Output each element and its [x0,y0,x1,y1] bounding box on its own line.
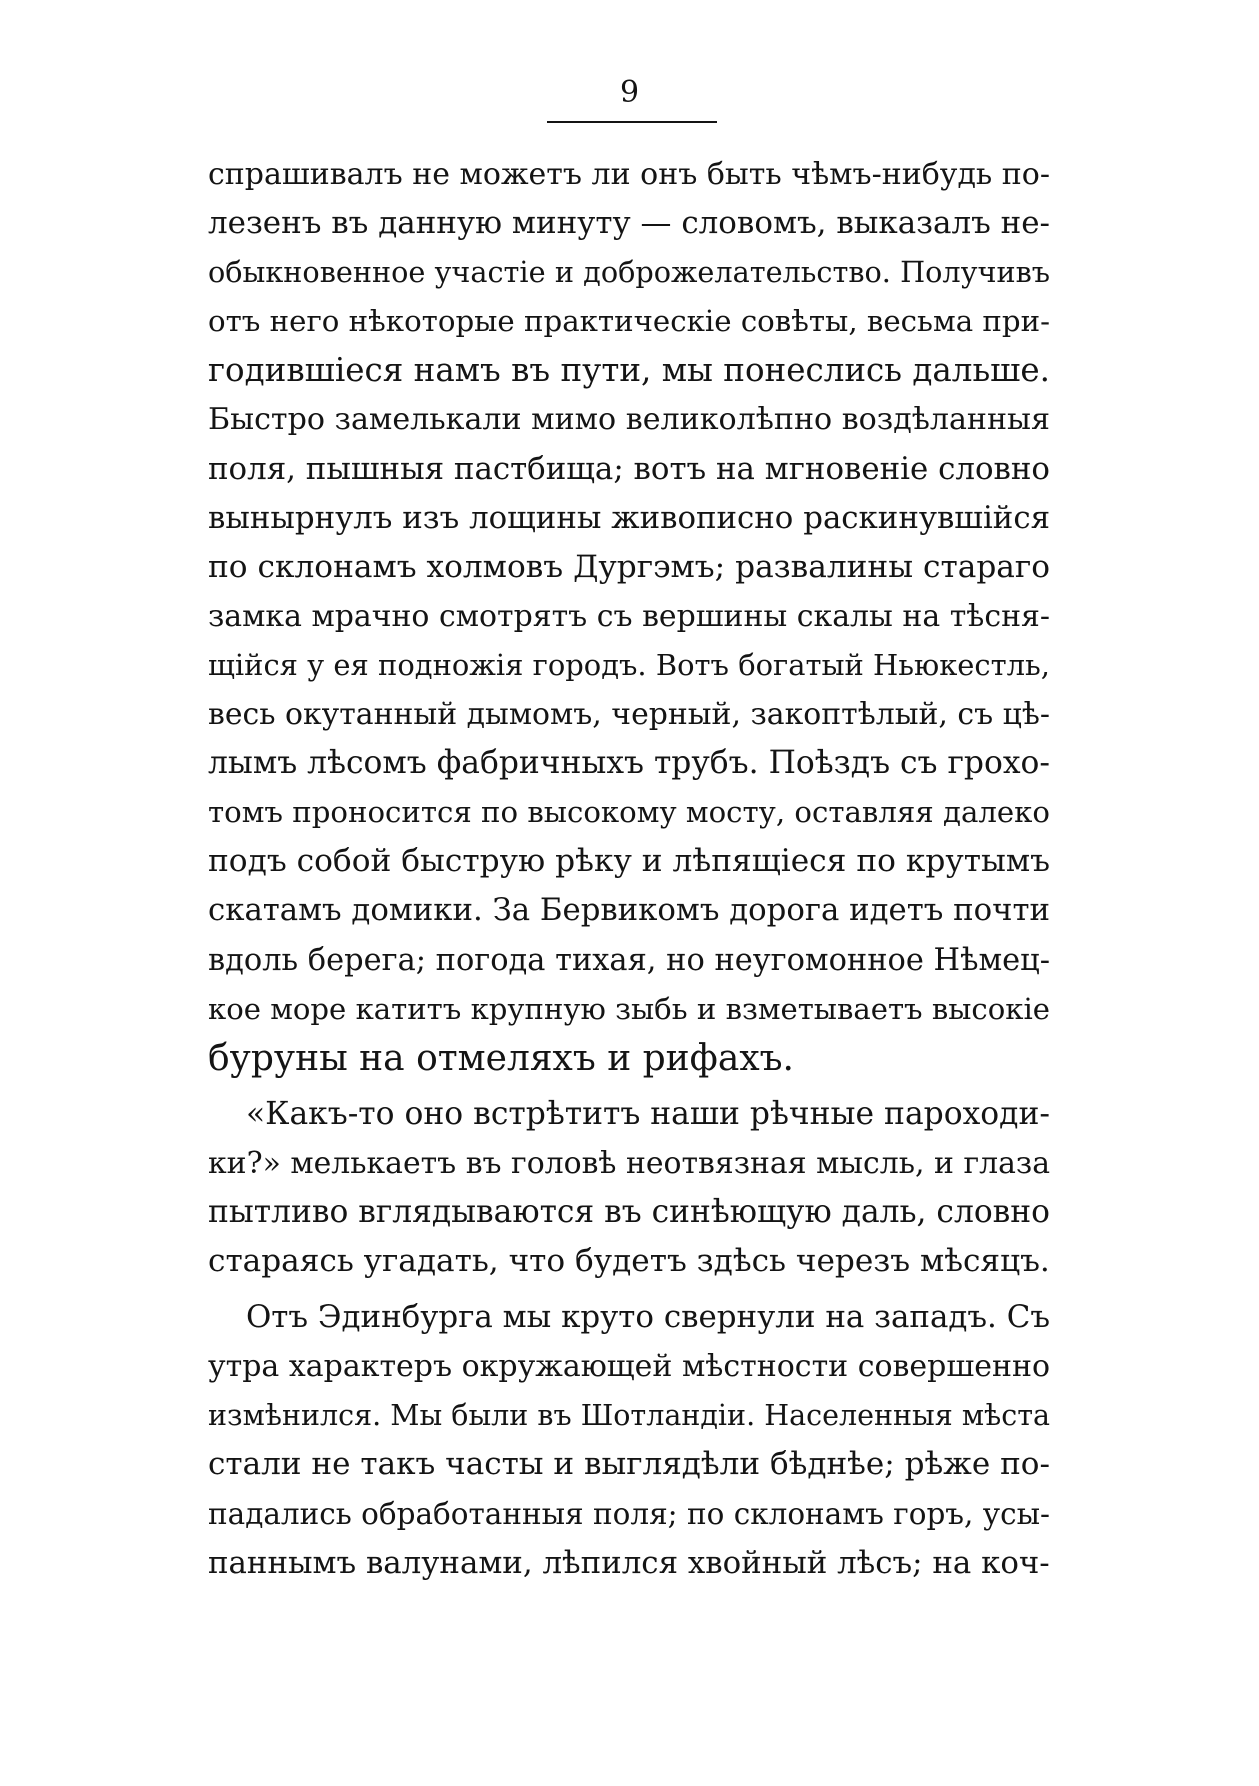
text-line: щійся у ея подножія городъ. Вотъ богатый Ньюкестль, [208,647,1050,682]
body-text [208,150,1050,1588]
text-line: весь окутанный дымомъ, черный, закоптѣлый, съ цѣ- [208,697,1050,733]
text-line: лезенъ въ данную минуту — словомъ, выказалъ не- [208,205,1050,242]
text-line: подъ собой быструю рѣку и лѣпящіеся по крутымъ [208,843,1050,880]
text-line: паннымъ валунами, лѣпился хвойный лѣсъ; на коч- [208,1544,1050,1581]
text-line: Отъ Эдинбурга мы круто свернули на западъ. Съ [246,1299,1050,1336]
text-line: пытливо вглядываются въ синѣющую даль, словно [208,1193,1050,1230]
text-line: вдоль берега; погода тихая, но неугомонное Нѣмец- [208,942,1050,978]
text-line: кое море катитъ крупную зыбь и взметываетъ высокіе [208,991,1050,1026]
text-line: поля, пышныя пастбища; вотъ на мгновеніе словно [208,450,1050,487]
text-line: замка мрачно смотрятъ съ вершины скалы на тѣсня- [208,598,1050,634]
text-line: «Какъ-то оно встрѣтитъ наши рѣчные пароходи- [246,1095,1050,1132]
text-line: томъ проносится по высокому мосту, оставляя далеко [208,795,1050,830]
text-line: падались обработанныя поля; по склонамъ горъ, усы- [208,1496,1050,1531]
text-line: скатамъ домики. За Бервикомъ дорога идетъ почти [208,892,1050,929]
page-number: 9 [619,75,640,110]
paragraph-gap [208,1083,1050,1090]
paragraph [208,150,1050,1083]
text-line: лымъ лѣсомъ фабричныхъ трубъ. Поѣздъ съ грохо- [208,745,1050,782]
paragraph [208,1293,1050,1588]
header-rule [547,121,717,123]
text-line: Быстро замелькали мимо великолѣпно воздѣланныя [208,402,1050,438]
text-line: годившіеся намъ въ пути, мы понеслись дальше. [208,351,1050,390]
text-line: обыкновенное участіе и доброжелательство. Получивъ [208,255,1050,290]
text-line: измѣнился. Мы были въ Шотландіи. Населенныя мѣста [208,1399,1050,1433]
text-line: по склонамъ холмовъ Дургэмъ; развалины стараго [208,548,1050,585]
text-line: утра характеръ окружающей мѣстности совершенно [208,1349,1050,1385]
text-line: вынырнулъ изъ лощины живописно раскинувшійся [208,499,1050,536]
text-line: спрашивалъ не можетъ ли онъ быть чѣмъ-нибудь по- [208,157,1050,192]
text-line: стараясь угадать, что будетъ здѣсь черезъ мѣсяцъ. [208,1243,1050,1280]
text-line: стали не такъ часты и выглядѣли бѣднѣе; рѣже по- [208,1446,1050,1483]
text-line: ки?» мелькаетъ въ головѣ неотвязная мысль, и глаза [208,1145,1050,1181]
paragraph-gap [208,1286,1050,1293]
text-line: буруны на отмеляхъ и рифахъ. [208,1037,794,1079]
paragraph [208,1090,1050,1286]
text-line: отъ него нѣкоторые практическіе совѣты, весьма при- [208,304,1050,339]
